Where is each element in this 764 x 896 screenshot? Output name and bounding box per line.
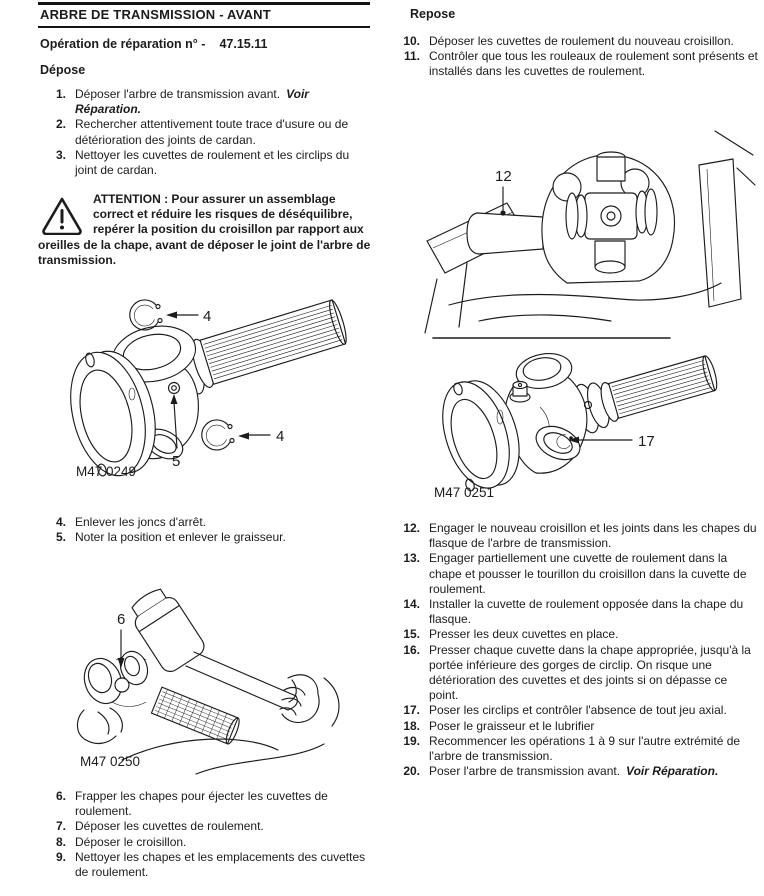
step-text: Presser chaque cuvette dans la chape appropriée, jusqu'à la portée inférieure des gorges de circlip. On risque une détérioration des cuvettes et des joints si on dépasse ce point. <box>429 642 751 703</box>
figure1-label: M47 0249 <box>76 464 137 479</box>
callout-12-label: 12 <box>495 168 512 185</box>
warning-block <box>38 192 372 268</box>
figure-m47-0250 <box>56 582 348 780</box>
warning-text: ATTENTION : Pour assurer un assemblage correct et réduire les risques de déséquilibre, repérer la position du croisillon par rapport aux oreilles de la chape, avant de déposer le joint de l'arbre de transmission. <box>38 192 371 267</box>
u-joint-yoke <box>78 648 152 709</box>
figure-m47-0251 <box>420 347 757 512</box>
step-item <box>398 49 759 79</box>
step-item <box>398 764 759 779</box>
step-text: Installer la cuvette de roulement opposée dans la chape du flasque. <box>429 597 744 627</box>
step-item <box>398 643 759 704</box>
operation-number: 47.15.11 <box>219 37 268 51</box>
trunnion-shaft <box>467 213 543 254</box>
callout-17-label: 17 <box>638 433 655 450</box>
step-text: Déposer les cuvettes de roulement. <box>75 819 264 834</box>
step-number: 1. <box>55 87 66 101</box>
step-number: 6. <box>55 789 66 803</box>
step-item <box>38 819 367 834</box>
step-number: 20. <box>403 764 420 779</box>
step-item <box>38 530 367 545</box>
step-text: Presser les deux cuvettes en place. <box>429 627 619 642</box>
callout-4-top <box>166 308 211 325</box>
step-text: Contrôler que tous les rouleaux de roulement sont présents et installés dans les cuvettes de roulement. <box>429 49 758 79</box>
step-number: 9. <box>55 849 66 864</box>
step-ref: Voir Réparation. <box>75 87 309 117</box>
step-number: 7. <box>55 819 66 834</box>
step-number: 4. <box>55 515 66 529</box>
step-item <box>398 627 759 642</box>
step-text: Enlever les joncs d'arrêt. <box>75 515 207 529</box>
steps-6-9 <box>38 789 367 880</box>
step-item <box>38 835 367 850</box>
callout-4-top-label: 4 <box>203 308 212 325</box>
step-item <box>398 703 759 718</box>
splined-shaft <box>151 687 241 745</box>
step-number: 11. <box>403 49 420 64</box>
step-item <box>38 850 367 880</box>
grease-fitting <box>510 382 530 403</box>
step-item <box>398 34 759 49</box>
step-text: Engager partiellement une cuvette de roulement dans la chape et pousser le tourillon du croisillon dans la cuvette de roulement. <box>429 551 747 596</box>
step-number: 5. <box>55 530 66 545</box>
warning-triangle-icon <box>40 196 84 235</box>
circlip-bottom <box>202 420 234 450</box>
operation-label: Opération de réparation n° - <box>40 37 206 51</box>
step-item <box>398 734 759 764</box>
step-text-main: Poser l'arbre de transmission avant. <box>429 764 621 779</box>
operation-line <box>40 37 267 51</box>
title-rule-top <box>38 2 370 5</box>
step-number: 13. <box>403 551 420 566</box>
step-text: Engager le nouveau croisillon et les joints dans les chapes du flasque de l'arbre de transmission. <box>429 521 757 551</box>
section-depose: Dépose <box>40 63 86 77</box>
step-item <box>38 87 367 117</box>
figure4-label: M47 0251 <box>434 485 495 500</box>
steps-4-5 <box>38 515 367 545</box>
mallet <box>124 583 297 710</box>
step-text: Poser les circlips et contrôler l'absence de tout jeu axial. <box>429 703 727 718</box>
step-text: Nettoyer les cuvettes de roulement et les circlips du joint de cardan. <box>75 147 350 178</box>
step-item <box>38 515 367 530</box>
callout-4-bottom-label: 4 <box>276 428 285 445</box>
section-repose: Repose <box>410 7 456 21</box>
figure-croisillon-vise <box>415 113 757 347</box>
figure2-label: M47 0250 <box>80 754 141 769</box>
figure-m47-0249 <box>48 286 352 488</box>
step-number: 12. <box>403 521 420 535</box>
step-text: Recommencer les opérations 1 à 9 sur l'autre extrémité de l'arbre de transmission. <box>429 733 741 764</box>
step-number: 10. <box>403 34 420 48</box>
page-title: ARBRE DE TRANSMISSION - AVANT <box>40 7 271 22</box>
circlip-top <box>130 300 162 330</box>
step-item <box>398 597 759 627</box>
step-item <box>38 117 367 147</box>
step-text: Noter la position et enlever le graisseur. <box>75 530 286 545</box>
callout-5-label: 5 <box>172 453 181 470</box>
splined-shaft <box>570 348 721 435</box>
step-text: Frapper les chapes pour éjecter les cuvettes de roulement. <box>75 789 328 819</box>
callout-6-label: 6 <box>117 611 126 628</box>
step-text: Déposer le croisillon. <box>75 834 187 849</box>
vise-jaw-right <box>699 131 755 307</box>
step-text: Déposer les cuvettes de roulement du nouveau croisillon. <box>429 34 734 48</box>
step-number: 16. <box>403 642 420 657</box>
step-number: 17. <box>403 703 420 718</box>
step-number: 3. <box>55 147 66 162</box>
step-number: 19. <box>403 733 420 748</box>
steps-12-20 <box>398 521 759 779</box>
grease-fitting <box>169 383 180 394</box>
step-item <box>398 719 759 734</box>
step-number: 2. <box>55 117 66 132</box>
step-text: Rechercher attentivement toute trace d'usure ou de détérioration des joints de cardan. <box>75 117 349 147</box>
title-rule-bottom <box>38 26 370 28</box>
step-item <box>398 551 759 597</box>
left-hand <box>77 708 122 743</box>
step-number: 15. <box>403 627 420 642</box>
step-text: Nettoyer les chapes et les emplacements des cuvettes de roulement. <box>75 849 366 880</box>
steps-10-11 <box>398 34 759 80</box>
step-text-main: Déposer l'arbre de transmission avant. <box>75 87 281 101</box>
step-item <box>38 789 367 819</box>
step-item <box>398 521 759 551</box>
right-hand <box>280 675 319 723</box>
step-number: 8. <box>55 834 66 849</box>
step-text <box>429 764 759 779</box>
step-item <box>38 148 367 178</box>
callout-4-bottom <box>238 428 284 445</box>
step-text <box>75 87 367 117</box>
bench-lines <box>449 283 721 321</box>
step-number: 18. <box>403 718 420 733</box>
step-text: Poser le graisseur et le lubrifier <box>429 718 595 733</box>
steps-1-3 <box>38 87 367 178</box>
step-ref: Voir Réparation. <box>626 764 719 779</box>
step-number: 14. <box>403 597 420 612</box>
